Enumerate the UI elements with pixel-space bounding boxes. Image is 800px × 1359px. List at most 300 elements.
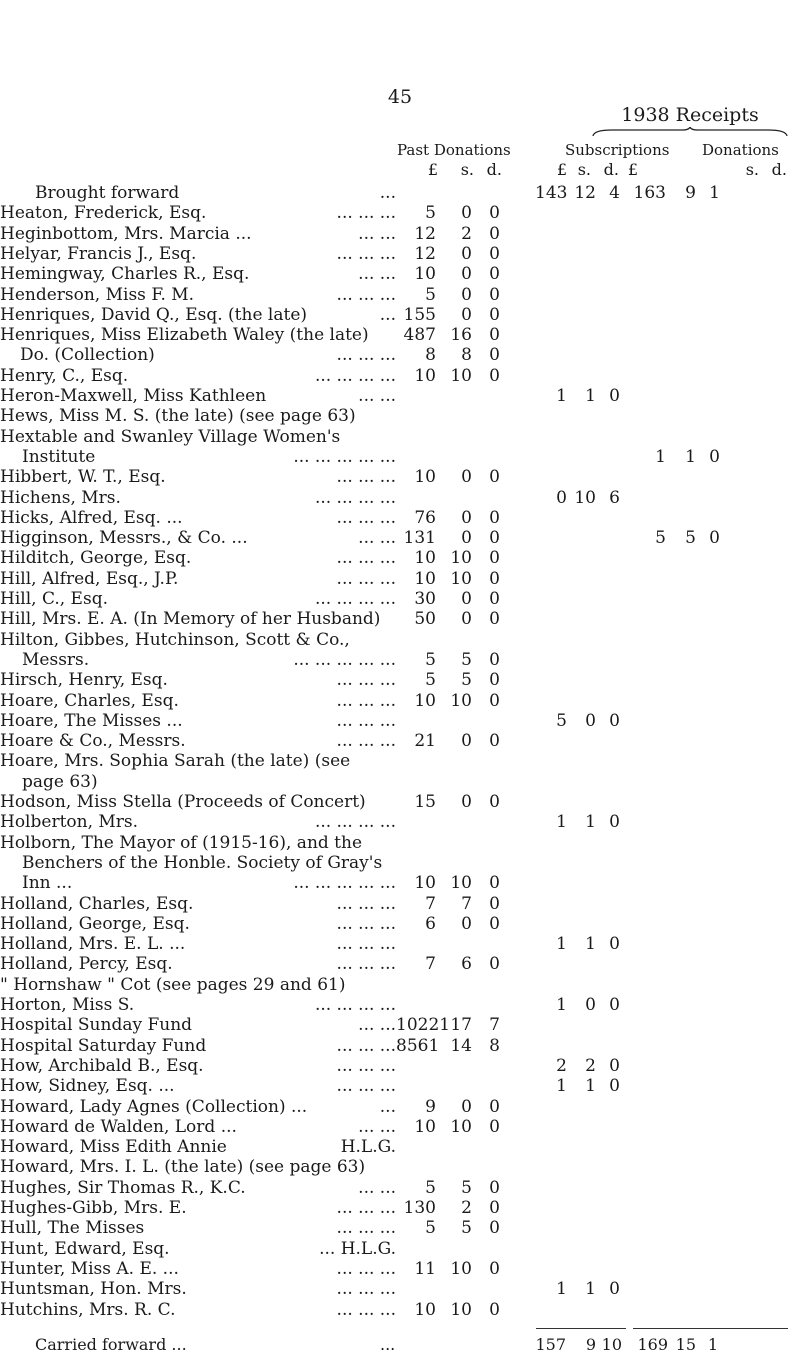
entry-name: Hughes-Gibb, Mrs. E.	[0, 1198, 187, 1218]
leader-dots: ... ... ...	[336, 690, 396, 711]
leader-dots: ... ...	[358, 1177, 396, 1198]
entry-name: Hextable and Swanley Village Women's	[0, 426, 341, 447]
leader-dots: ... ... ... ...	[314, 487, 396, 508]
carried-forward-row	[0, 1335, 800, 1357]
entry-name: Henderson, Miss F. M.	[0, 284, 195, 305]
pd-pounds: 6	[425, 913, 436, 934]
don-s-unit: s.	[745, 160, 759, 179]
pd-pounds: 5	[425, 670, 436, 691]
leader-dots: H.L.G.	[340, 1137, 396, 1158]
pd-pounds: 10221	[396, 1015, 451, 1036]
pd-shillings: 10	[450, 690, 472, 711]
pd-d-unit: d.	[486, 160, 502, 179]
pd-shillings: 0	[461, 731, 472, 752]
sub-pounds: 1	[556, 1279, 567, 1300]
don-d-unit: d.	[771, 160, 787, 179]
leader-dots: ... ... ...	[336, 507, 396, 528]
pd-pence: 0	[489, 203, 500, 224]
pd-pounds: 5	[425, 1218, 436, 1239]
pd-shillings: 0	[461, 792, 472, 812]
table-row	[0, 650, 800, 672]
entry-name: Brought forward	[35, 183, 180, 203]
table-row	[0, 1137, 800, 1159]
entry-name: Howard, Mrs. I. L. (the late) (see page 63)	[0, 1157, 366, 1178]
pd-pence: 0	[489, 731, 500, 752]
pd-pounds: 10	[414, 467, 436, 488]
leader-dots: ... ... ...	[336, 243, 396, 264]
leader-dots: ... ... ...	[336, 548, 396, 569]
entry-name: Hoare, The Misses ...	[0, 710, 183, 731]
pd-pounds: 8561	[396, 1035, 440, 1056]
table-row	[0, 1279, 800, 1301]
sub-pence: 0	[609, 710, 620, 731]
pd-pence: 0	[489, 873, 500, 894]
table-row	[0, 1218, 800, 1240]
leader-dots: ... ... ...	[336, 1035, 396, 1056]
entry-name: Hunter, Miss A. E. ...	[0, 1258, 179, 1279]
pd-shillings: 7	[461, 893, 472, 914]
entry-name: Hospital Saturday Fund	[0, 1035, 207, 1056]
pd-pounds: 5	[425, 203, 436, 224]
leader-dots: ... ... ...	[336, 934, 396, 955]
pd-shillings: 8	[461, 345, 472, 366]
pd-pounds: 5	[425, 1177, 436, 1198]
leader-dots: ... ...	[358, 1015, 396, 1036]
sub-pence: 4	[609, 183, 620, 203]
entry-name: Benchers of the Honble. Society of Gray's	[22, 852, 383, 873]
table-row	[0, 386, 800, 408]
table-row	[0, 264, 800, 286]
pd-shillings: 0	[461, 264, 472, 285]
subtotal-rule-don	[633, 1328, 788, 1329]
pd-pence: 0	[489, 365, 500, 386]
sub-shillings: 1	[585, 934, 596, 955]
sub-pounds: 0	[556, 487, 567, 508]
pd-pence: 0	[489, 223, 500, 244]
table-row	[0, 1076, 800, 1098]
leader-dots: ... ...	[358, 223, 396, 244]
pd-pence: 8	[489, 1035, 500, 1056]
pd-pounds: 10	[414, 264, 436, 285]
entry-name: Holland, George, Esq.	[0, 913, 190, 934]
sub-shillings: 0	[585, 995, 596, 1015]
entry-name: Hilton, Gibbes, Hutchinson, Scott & Co.,	[0, 629, 350, 650]
table-row	[0, 548, 800, 570]
entry-name: Hoare, Mrs. Sophia Sarah (the late) (see	[0, 751, 351, 772]
table-row	[0, 569, 800, 591]
pd-shillings: 10	[450, 873, 472, 894]
leader-dots: ... ...	[358, 386, 396, 406]
leader-dots: ... ... ...	[336, 913, 396, 934]
table-row	[0, 1239, 800, 1261]
leader-dots: ... ...	[358, 264, 396, 285]
brace-icon	[592, 127, 788, 137]
entry-name: Hirsch, Henry, Esq.	[0, 670, 168, 691]
pd-pounds: 12	[414, 223, 436, 244]
sub-d-unit: d.	[603, 160, 619, 179]
sub-pence: 0	[609, 934, 620, 955]
pd-pounds: 5	[425, 284, 436, 305]
table-row	[0, 1117, 800, 1139]
table-row	[0, 203, 800, 225]
entry-name: Higginson, Messrs., & Co. ...	[0, 528, 248, 549]
entry-name: Holland, Charles, Esq.	[0, 893, 194, 914]
pd-shillings: 17	[450, 1015, 472, 1036]
entry-name: Howard de Walden, Lord ...	[0, 1116, 237, 1137]
pd-pence: 0	[489, 670, 500, 691]
entry-name: Hews, Miss M. S. (the late) (see page 63)	[0, 406, 356, 427]
table-row	[0, 975, 800, 997]
entry-name: Holberton, Mrs.	[0, 812, 139, 833]
pd-shillings: 10	[450, 1299, 472, 1320]
sub-shillings: 1	[585, 1076, 596, 1097]
don-pounds: 1	[655, 446, 666, 467]
don-pound-unit: £	[627, 160, 638, 179]
pd-pence: 0	[489, 548, 500, 569]
pd-pounds: 155	[403, 304, 436, 325]
leader-dots: ... ... ...	[336, 954, 396, 975]
leader-dots: ...	[379, 304, 396, 325]
entry-name: Hughes, Sir Thomas R., K.C.	[0, 1177, 246, 1198]
don-pence: 0	[709, 446, 720, 467]
table-row	[0, 711, 800, 733]
leader-dots: ... ... ...	[336, 203, 396, 224]
leader-dots: ... ... ...	[336, 1299, 396, 1320]
table-row	[0, 691, 800, 713]
sub-shillings: 1	[585, 812, 596, 833]
entry-name: How, Sidney, Esq. ...	[0, 1076, 175, 1097]
pd-pence: 7	[489, 1015, 500, 1036]
table-row	[0, 224, 800, 246]
table-row	[0, 488, 800, 510]
sub-pound-unit: £	[556, 160, 567, 179]
leader-dots: ... ... ...	[336, 893, 396, 914]
leader-dots: ...	[379, 183, 396, 203]
table-row	[0, 366, 800, 388]
pd-pence: 0	[489, 467, 500, 488]
pd-shillings: 14	[450, 1035, 472, 1056]
pd-shillings: 0	[461, 589, 472, 609]
table-row	[0, 447, 800, 469]
table-row	[0, 1198, 800, 1220]
sub-pence: 0	[609, 995, 620, 1015]
pd-pounds: 12	[414, 243, 436, 264]
sub-pence: 6	[609, 487, 620, 508]
sub-shillings: 2	[585, 1055, 596, 1076]
pd-pence: 0	[489, 913, 500, 934]
don-pounds: 5	[655, 528, 666, 549]
sub-pence: 0	[609, 812, 620, 833]
table-row	[0, 751, 800, 773]
entry-name: Heron-Maxwell, Miss Kathleen	[0, 386, 267, 406]
entry-name: Do. (Collection)	[20, 345, 155, 366]
entry-name: Howard, Miss Edith Annie	[0, 1137, 227, 1158]
sub-pounds: 1	[556, 812, 567, 833]
entry-name: Helyar, Francis J., Esq.	[0, 243, 197, 264]
table-row	[0, 873, 800, 895]
cf-sub-shillings: 9	[585, 1335, 596, 1354]
entry-name: Hilditch, George, Esq.	[0, 548, 192, 569]
table-row	[0, 1097, 800, 1119]
pd-shillings: 0	[461, 507, 472, 528]
pd-pounds: 10	[414, 1116, 436, 1137]
pd-pounds: 10	[414, 365, 436, 386]
pd-shillings: 0	[461, 913, 472, 934]
don-shillings: 9	[685, 183, 696, 203]
table-row	[0, 833, 800, 855]
table-row	[0, 589, 800, 611]
pd-pounds: 9	[425, 1096, 436, 1117]
leader-dots: ...	[379, 1096, 396, 1117]
table-row	[0, 731, 800, 753]
pd-pence: 0	[489, 264, 500, 285]
table-row	[0, 670, 800, 692]
entry-name: Hill, C., Esq.	[0, 589, 108, 609]
pd-pounds: 7	[425, 954, 436, 975]
cf-sub-pounds: 157	[535, 1335, 566, 1354]
pd-shillings: 5	[461, 670, 472, 691]
table-row	[0, 1157, 800, 1179]
don-shillings: 1	[685, 446, 696, 467]
table-row	[0, 853, 800, 875]
table-row	[0, 528, 800, 550]
pd-shillings: 0	[461, 304, 472, 325]
sub-pence: 0	[609, 1076, 620, 1097]
entry-name: Hill, Mrs. E. A. (In Memory of her Husband)	[0, 609, 381, 630]
pd-pounds: 50	[414, 609, 436, 630]
table-row	[0, 244, 800, 266]
pd-pounds: 30	[414, 589, 436, 609]
leader-dots: ... ... ...	[336, 568, 396, 589]
pd-shillings: 0	[461, 609, 472, 630]
entry-name: Inn ...	[22, 873, 73, 894]
entry-name: Hemingway, Charles R., Esq.	[0, 264, 250, 285]
sub-shillings: 10	[574, 487, 596, 508]
entry-name: Henriques, Miss Elizabeth Waley (the late)	[0, 325, 369, 346]
table-row	[0, 812, 800, 834]
leader-dots: ... ...	[358, 528, 396, 549]
table-row	[0, 914, 800, 936]
sub-pence: 0	[609, 1055, 620, 1076]
pd-pence: 0	[489, 1218, 500, 1239]
table-row	[0, 325, 800, 347]
leader-dots: ... ... ... ... ...	[293, 446, 396, 467]
table-row	[0, 305, 800, 327]
pd-pence: 0	[489, 1258, 500, 1279]
pd-pence: 0	[489, 304, 500, 325]
table-row	[0, 508, 800, 530]
cf-don-pounds: 169	[637, 1335, 668, 1354]
sub-shillings: 1	[585, 1279, 596, 1300]
leader-dots: ... ... ...	[336, 710, 396, 731]
leader-dots: ... ... ... ...	[314, 589, 396, 609]
leader-dots: ... ... ...	[336, 1258, 396, 1279]
receipts-title: 1938 Receipts	[621, 104, 759, 126]
entry-name: Hoare & Co., Messrs.	[0, 731, 186, 752]
entry-name: Henriques, David Q., Esq. (the late)	[0, 304, 308, 325]
table-row	[0, 630, 800, 652]
pd-pence: 0	[489, 1198, 500, 1218]
leader-dots: ... ... ...	[336, 1055, 396, 1076]
entry-name: page 63)	[22, 771, 98, 792]
entry-name: Hutchins, Mrs. R. C.	[0, 1299, 176, 1320]
entry-name: Holland, Mrs. E. L. ...	[0, 934, 186, 955]
pd-shillings: 10	[450, 1258, 472, 1279]
sub-s-unit: s.	[577, 160, 591, 179]
leader-dots: ... ... ... ... ...	[293, 873, 396, 894]
leader-dots: ... ... ... ... ...	[293, 649, 396, 670]
sub-shillings: 1	[585, 386, 596, 406]
pd-pounds: 76	[414, 507, 436, 528]
don-pence: 1	[709, 183, 720, 203]
entry-name: Heginbottom, Mrs. Marcia ...	[0, 223, 252, 244]
pd-pence: 0	[489, 589, 500, 609]
sub-pounds: 1	[556, 995, 567, 1015]
leader-dots: ... ... ...	[336, 1076, 396, 1097]
table-row	[0, 183, 800, 205]
leader-dots: ... ... ...	[336, 345, 396, 366]
col-donations: Donations	[702, 141, 779, 159]
entry-name: Hodson, Miss Stella (Proceeds of Concert)	[0, 792, 366, 812]
pd-pence: 0	[489, 792, 500, 812]
pd-pounds: 7	[425, 893, 436, 914]
pd-pence: 0	[489, 1299, 500, 1320]
pd-shillings: 0	[461, 243, 472, 264]
pd-pence: 0	[489, 345, 500, 366]
entry-name: Hunt, Edward, Esq.	[0, 1238, 170, 1259]
pd-shillings: 16	[450, 325, 472, 346]
entry-name: Hull, The Misses	[0, 1218, 145, 1239]
table-row	[0, 1300, 800, 1322]
sub-pounds: 1	[556, 934, 567, 955]
pd-pounds: 5	[425, 649, 436, 670]
table-row	[0, 792, 800, 814]
entry-name: Hoare, Charles, Esq.	[0, 690, 179, 711]
subtotal-rule-sub	[536, 1328, 626, 1329]
pd-pounds: 11	[414, 1258, 436, 1279]
sub-pounds: 1	[556, 1076, 567, 1097]
table-row	[0, 772, 800, 794]
don-shillings: 5	[685, 528, 696, 549]
entry-name: Holland, Percy, Esq.	[0, 954, 173, 975]
table-row	[0, 995, 800, 1017]
entry-name: Huntsman, Hon. Mrs.	[0, 1279, 187, 1300]
pd-pence: 0	[489, 243, 500, 264]
cf-don-pence: 1	[707, 1335, 718, 1354]
carried-forward-label: Carried forward ...	[35, 1335, 187, 1354]
carried-forward-dots: ...	[380, 1335, 396, 1354]
pd-pence: 0	[489, 507, 500, 528]
entry-name: " Hornshaw " Cot (see pages 29 and 61)	[0, 974, 346, 995]
leader-dots: ... ... ... ...	[314, 995, 396, 1015]
pd-pence: 0	[489, 609, 500, 630]
table-row	[0, 345, 800, 367]
entry-name: Hicks, Alfred, Esq. ...	[0, 507, 183, 528]
pd-pounds: 10	[414, 690, 436, 711]
pd-pounds: 487	[403, 325, 436, 346]
table-row	[0, 427, 800, 449]
table-row	[0, 1036, 800, 1058]
don-pence: 0	[709, 528, 720, 549]
pd-shillings: 0	[461, 284, 472, 305]
pd-pounds: 10	[414, 1299, 436, 1320]
pd-pence: 0	[489, 690, 500, 711]
sub-shillings: 12	[574, 183, 596, 203]
leader-dots: ... H.L.G.	[319, 1238, 396, 1259]
sub-pounds: 1	[556, 386, 567, 406]
pd-shillings: 0	[461, 467, 472, 488]
cf-don-shillings: 15	[675, 1335, 696, 1354]
leader-dots: ... ... ... ...	[314, 812, 396, 833]
pd-shillings: 2	[461, 223, 472, 244]
table-row	[0, 467, 800, 489]
pd-shillings: 2	[461, 1198, 472, 1218]
pd-shillings: 5	[461, 1218, 472, 1239]
pd-pence: 0	[489, 1116, 500, 1137]
pd-pounds: 130	[403, 1198, 436, 1218]
leader-dots: ... ... ... ...	[314, 365, 396, 386]
sub-pence: 0	[609, 386, 620, 406]
pd-pounds: 10	[414, 873, 436, 894]
entry-name: Hichens, Mrs.	[0, 487, 121, 508]
entry-name: Howard, Lady Agnes (Collection) ...	[0, 1096, 308, 1117]
pd-shillings: 10	[450, 1116, 472, 1137]
col-past-donations: Past Donations	[397, 141, 511, 159]
entry-name: Hospital Sunday Fund	[0, 1015, 193, 1036]
pd-shillings: 0	[461, 528, 472, 549]
leader-dots: ... ... ...	[336, 467, 396, 488]
table-row	[0, 894, 800, 916]
entry-name: Hill, Alfred, Esq., J.P.	[0, 568, 179, 589]
table-row	[0, 285, 800, 307]
pd-pence: 0	[489, 325, 500, 346]
pd-pence: 0	[489, 893, 500, 914]
pd-shillings: 6	[461, 954, 472, 975]
pd-pence: 0	[489, 954, 500, 975]
pd-shillings: 10	[450, 568, 472, 589]
pd-pence: 0	[489, 528, 500, 549]
pd-shillings: 5	[461, 649, 472, 670]
table-row	[0, 934, 800, 956]
pd-shillings: 0	[461, 1096, 472, 1117]
leader-dots: ... ... ...	[336, 670, 396, 691]
table-row	[0, 1259, 800, 1281]
page-number: 45	[387, 86, 413, 108]
pd-shillings: 5	[461, 1177, 472, 1198]
leader-dots: ... ... ...	[336, 1218, 396, 1239]
pd-pounds: 131	[403, 528, 436, 549]
col-subscriptions: Subscriptions	[565, 141, 670, 159]
table-row	[0, 406, 800, 428]
sub-pounds: 143	[535, 183, 568, 203]
entry-name: Horton, Miss S.	[0, 995, 135, 1015]
pd-pounds: 10	[414, 568, 436, 589]
pd-pounds: 15	[414, 792, 436, 812]
leader-dots: ... ... ...	[336, 1198, 396, 1218]
pd-pounds: 10	[414, 548, 436, 569]
pd-s-unit: s.	[460, 160, 474, 179]
cf-sub-pence: 10	[601, 1335, 622, 1354]
leader-dots: ... ... ...	[336, 1279, 396, 1300]
pd-shillings: 0	[461, 203, 472, 224]
table-row	[0, 1015, 800, 1037]
entry-name: Holborn, The Mayor of (1915-16), and the	[0, 832, 363, 853]
sub-pounds: 5	[556, 710, 567, 731]
leader-dots: ... ... ...	[336, 731, 396, 752]
sub-shillings: 0	[585, 710, 596, 731]
pd-pence: 0	[489, 568, 500, 589]
sub-pence: 0	[609, 1279, 620, 1300]
